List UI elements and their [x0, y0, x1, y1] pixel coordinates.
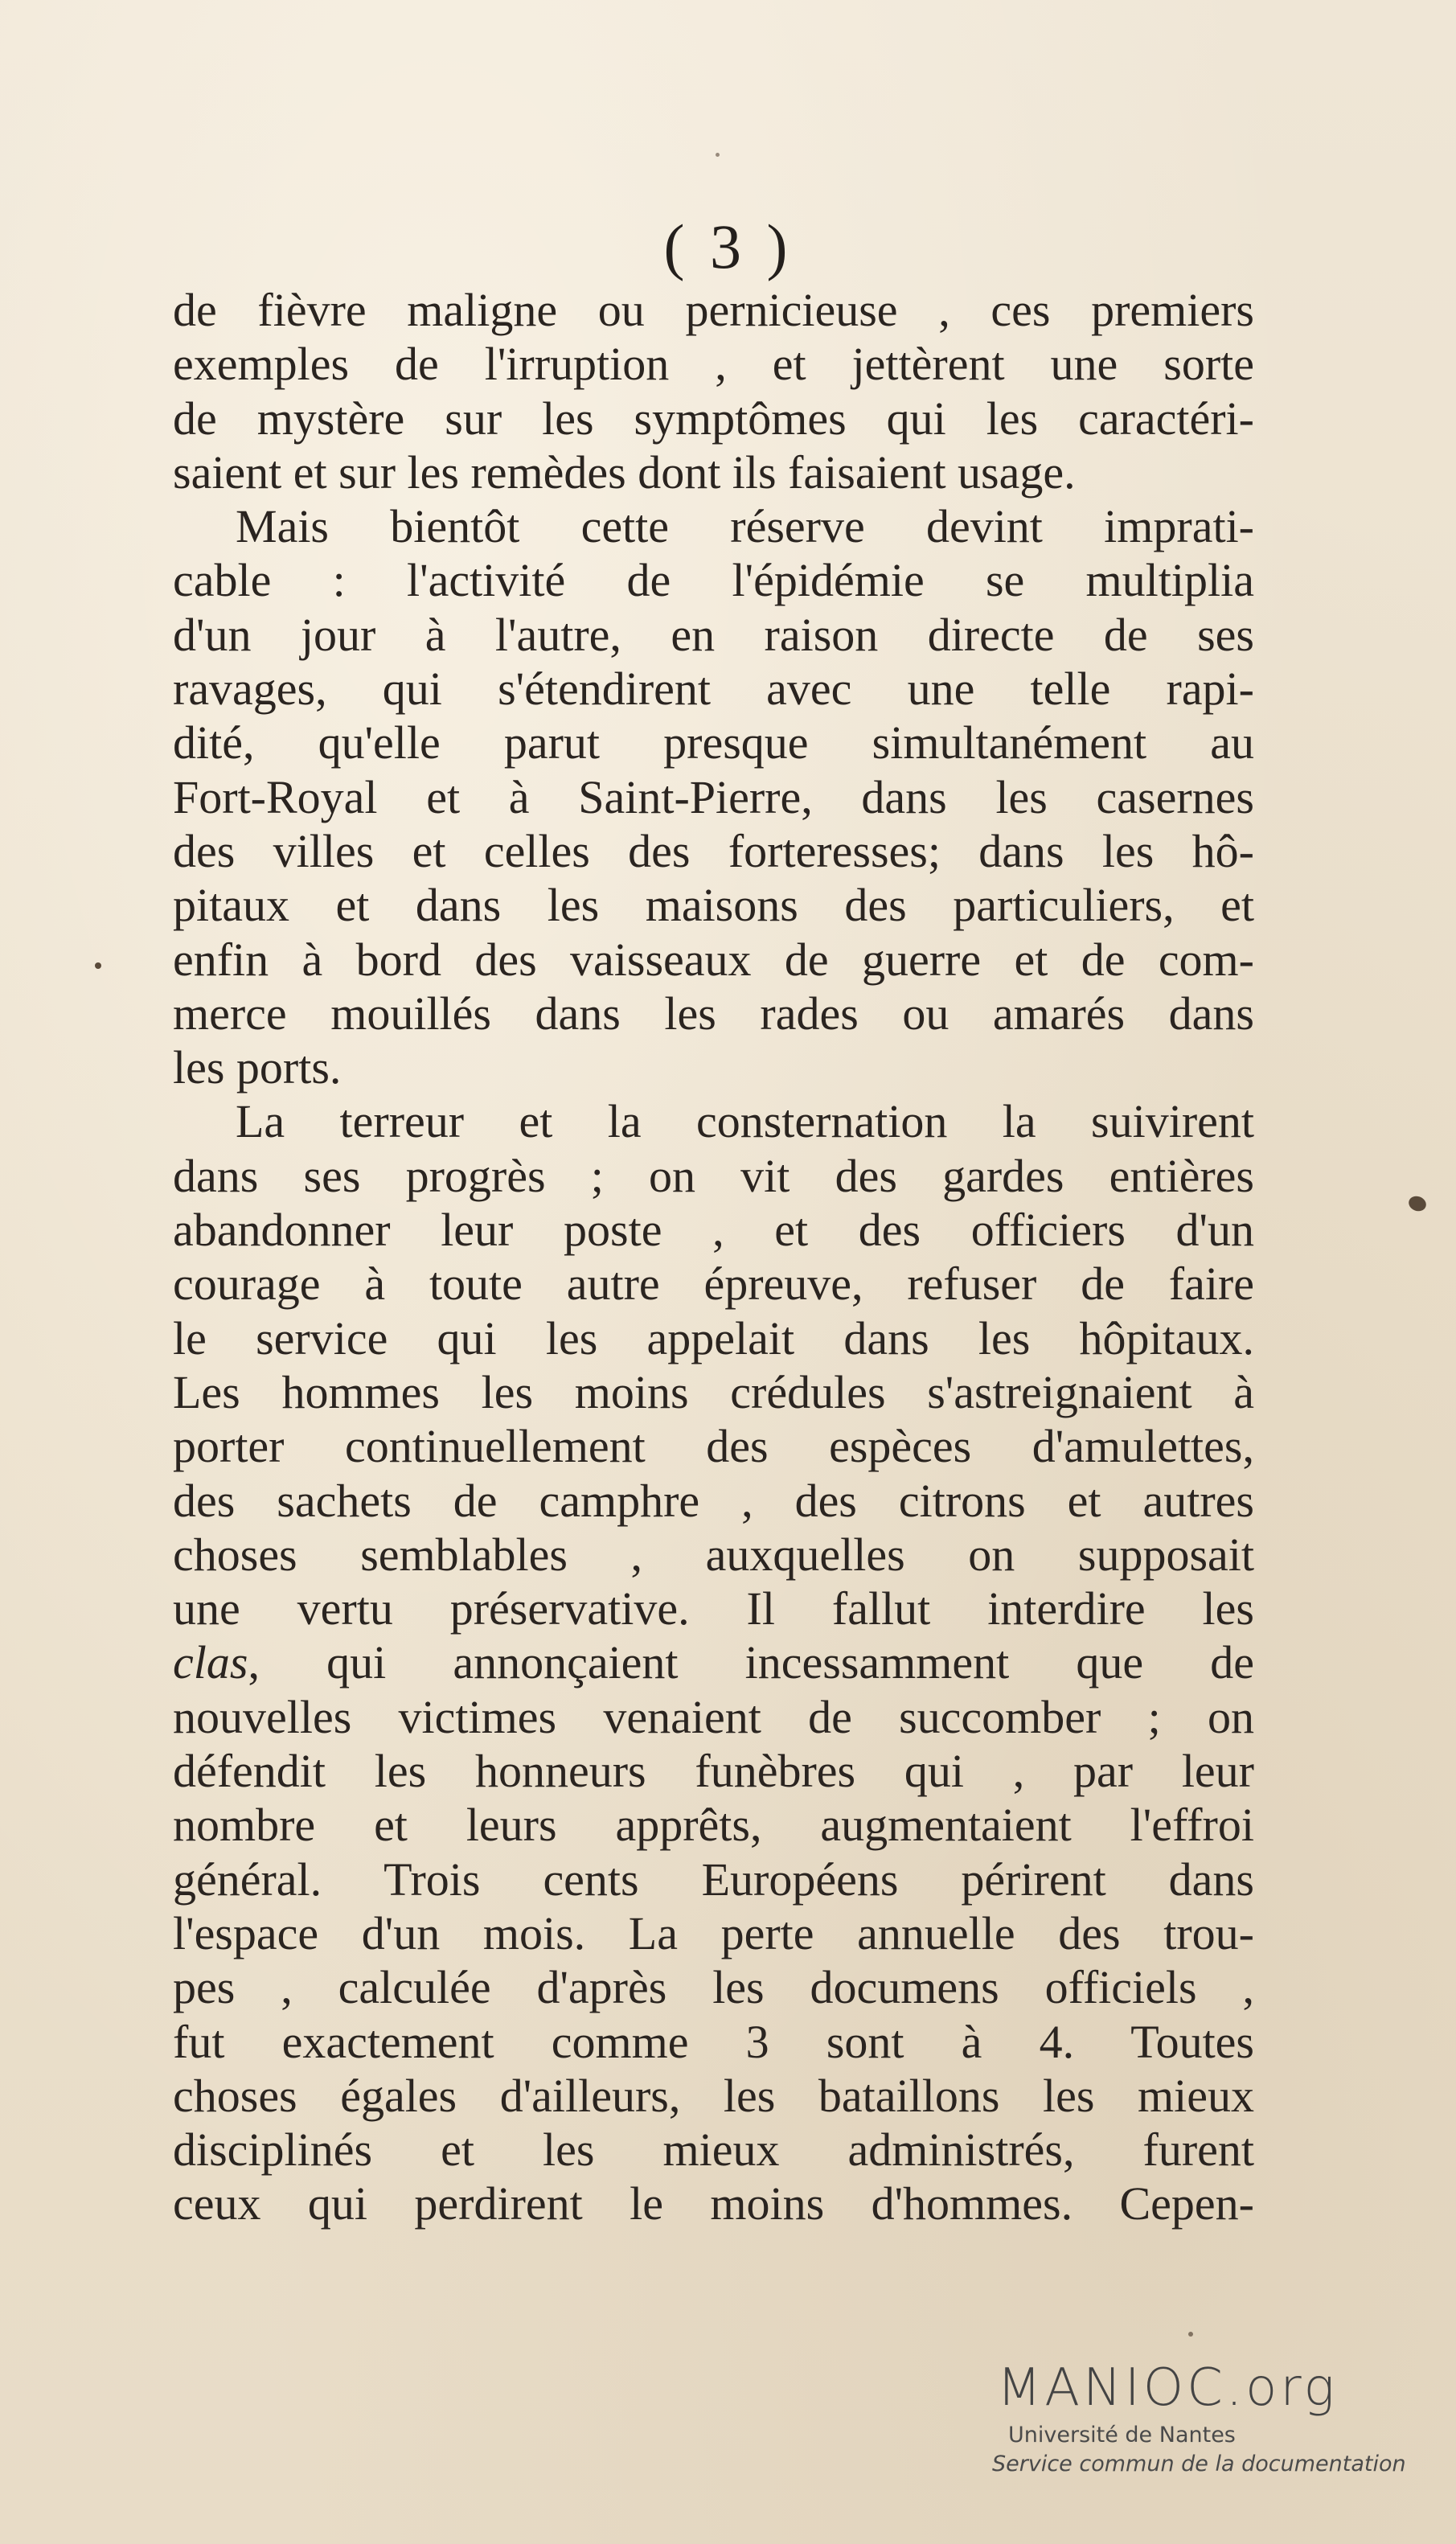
- text-line: choses égales d'ailleurs, les bataillons les mieux: [173, 2069, 1254, 2122]
- text-line: pitaux et dans les maisons des particuliers, et: [173, 879, 1254, 932]
- text-line: enfin à bord des vaisseaux de guerre et de com-: [173, 933, 1254, 986]
- ink-spot: [1407, 1194, 1429, 1213]
- text-line: porter continuellement des espèces d'amulettes,: [173, 1420, 1254, 1473]
- text-line: choses semblables , auxquelles on supposait: [173, 1528, 1254, 1581]
- watermark-title: MANIOC.org: [997, 2358, 1338, 2418]
- text-line: fut exactement comme 3 sont à 4. Toutes: [173, 2015, 1254, 2068]
- text-line: disciplinés et les mieux administrés, furent: [173, 2123, 1254, 2177]
- text-line: d'un jour à l'autre, en raison directe de ses: [173, 608, 1254, 661]
- text-line: une vertu préservative. Il fallut interdire les: [173, 1582, 1254, 1635]
- text-line: général. Trois cents Européens périrent dans: [173, 1853, 1254, 1906]
- text-line: dans ses progrès ; on vit des gardes entières: [173, 1149, 1254, 1202]
- page-number: ( 3 ): [663, 211, 793, 281]
- text-line: des villes et celles des forteresses; dans les hô-: [173, 824, 1254, 877]
- text-line: pes , calculée d'après les documens officiels ,: [173, 1961, 1254, 2014]
- italic-word: clas: [173, 1636, 248, 1689]
- text-line: de fièvre maligne ou pernicieuse , ces premiers: [173, 284, 1254, 336]
- text-line: des sachets de camphre , des citrons et autres: [173, 1474, 1254, 1527]
- watermark-service: Service commun de la documentation: [992, 2452, 1406, 2476]
- text-line: cable : l'activité de l'épidémie se multiplia: [173, 554, 1254, 607]
- text-line: les ports.: [173, 1041, 342, 1094]
- text-line: exemples de l'irruption , et jettèrent une sorte: [173, 338, 1254, 391]
- text-line: nouvelles victimes venaient de succomber ; on: [173, 1690, 1254, 1743]
- text-line: l'espace d'un mois. La perte annuelle des trou-: [173, 1906, 1254, 1959]
- text-line: ravages, qui s'étendirent avec une telle rapi-: [173, 663, 1254, 716]
- paragraph-start-line: Mais bientôt cette réserve devint imprati-: [236, 500, 1254, 553]
- ink-spot: [716, 153, 720, 157]
- text-line: merce mouillés dans les rades ou amarés dans: [173, 987, 1254, 1040]
- text-line: le service qui les appelait dans les hôpitaux.: [173, 1311, 1254, 1364]
- text-line-rest: , qui annonçaient incessamment que de: [248, 1636, 1254, 1689]
- text-line: de mystère sur les symptômes qui les caractéri-: [173, 392, 1254, 445]
- text-line: défendit les honneurs funèbres qui , par leur: [173, 1745, 1254, 1798]
- text-line: [173, 1635, 1254, 1689]
- body-text: [173, 283, 1254, 2231]
- ink-spot: [95, 962, 101, 969]
- watermark-university: Université de Nantes: [1008, 2423, 1236, 2448]
- text-line: ceux qui perdirent le moins d'hommes. Cepen-: [173, 2177, 1254, 2230]
- text-line: dité, qu'elle parut presque simultanément au: [173, 716, 1254, 769]
- text-line: saient et sur les remèdes dont ils faisaient usage.: [173, 445, 1076, 499]
- paragraph-start-line: La terreur et la consternation la suivirent: [236, 1095, 1254, 1148]
- text-line: courage à toute autre épreuve, refuser de faire: [173, 1258, 1254, 1311]
- manioc-watermark: [992, 2358, 1431, 2479]
- text-line: Fort-Royal et à Saint-Pierre, dans les casernes: [173, 770, 1254, 823]
- ink-spot: [1188, 2332, 1193, 2337]
- text-line: nombre et leurs apprêts, augmentaient l'effroi: [173, 1799, 1254, 1852]
- text-line: abandonner leur poste , et des officiers d'un: [173, 1204, 1254, 1257]
- text-line: Les hommes les moins crédules s'astreignaient à: [173, 1365, 1254, 1418]
